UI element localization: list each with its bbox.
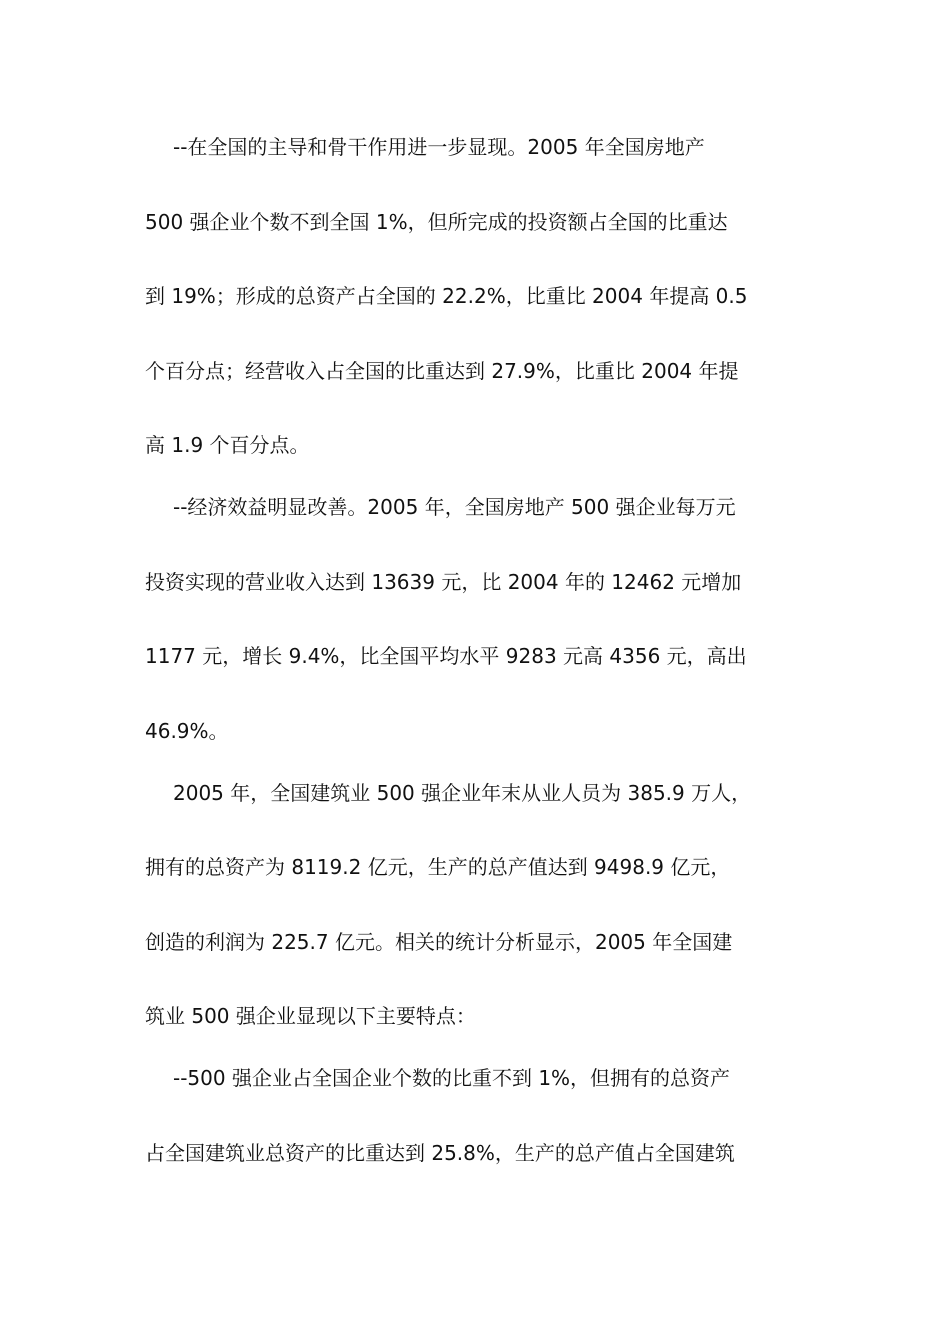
paragraph-3-line-4: 筑业 500 强企业显现以下主要特点： [145, 1004, 476, 1028]
paragraph-2-line-3: 1177 元，增长 9.4%，比全国平均水平 9283 元高 4356 元，高出 [145, 644, 747, 668]
paragraph-1-line-3: 到 19%；形成的总资产占全国的 22.2%，比重比 2004 年提高 0.5 [145, 284, 748, 308]
paragraph-3-line-3: 创造的利润为 225.7 亿元。相关的统计分析显示，2005 年全国建 [145, 929, 733, 954]
paragraph-2-line-4: 46.9%。 [145, 718, 229, 743]
paragraph-4-line-1: --500 强企业占全国企业个数的比重不到 1%，但拥有的总资产 [173, 1066, 731, 1090]
paragraph-1-line-4: 个百分点；经营收入占全国的比重达到 27.9%，比重比 2004 年提 [145, 358, 739, 383]
paragraph-2-line-2: 投资实现的营业收入达到 13639 元，比 2004 年的 12462 元增加 [145, 569, 742, 594]
paragraph-1-line-2: 500 强企业个数不到全国 1%，但所完成的投资额占全国的比重达 [145, 209, 728, 234]
paragraph-3-line-2: 拥有的总资产为 8119.2 亿元，生产的总产值达到 9498.9 亿元， [145, 855, 731, 879]
paragraph-4-line-2: 占全国建筑业总资产的比重达到 25.8%，生产的总产值占全国建筑 [145, 1140, 735, 1165]
paragraph-2-line-1: --经济效益明显改善。2005 年，全国房地产 500 强企业每万元 [173, 495, 736, 519]
document-body [145, 129, 810, 1172]
paragraph-3-line-1: 2005 年，全国建筑业 500 强企业年末从业人员为 385.9 万人， [173, 780, 752, 805]
paragraph-1-line-1: --在全国的主导和骨干作用进一步显现。2005 年全国房地产 [173, 135, 705, 159]
paragraph-1-line-5: 高 1.9 个百分点。 [145, 433, 310, 457]
